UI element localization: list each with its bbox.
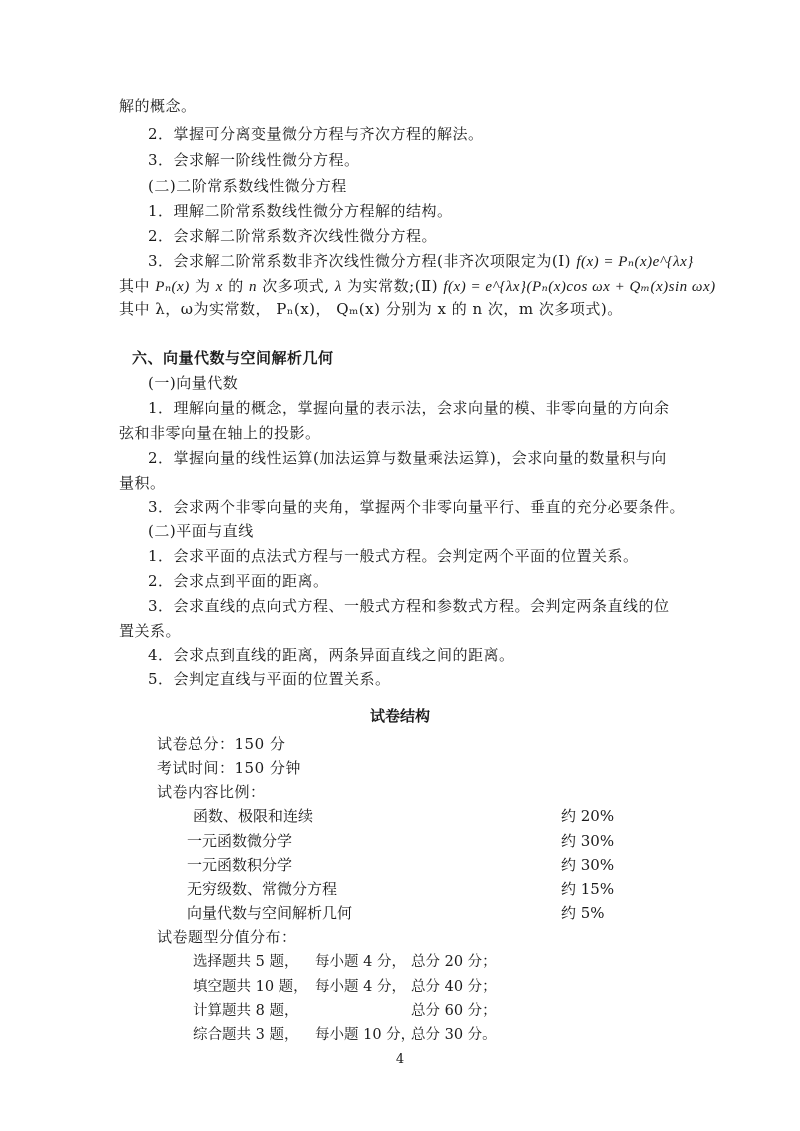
ratio-name: 一元函数积分学 [187,856,293,874]
text-line [119,275,716,296]
text-line: 4．会求点到直线的距离，两条异面直线之间的距离。 [148,646,515,664]
text-line: 3．会求两个非零向量的夹角，掌握两个非零向量平行、垂直的充分必要条件。 [148,498,686,516]
ratio-label: 试卷内容比例： [157,783,266,801]
page-number: 4 [395,1052,405,1067]
structure-title: 试卷结构 [369,707,430,725]
ratio-row [187,854,615,875]
ratio-pct: 约 30% [561,832,615,850]
text-line: 3．会求直线的点向式方程、一般式方程和参数式方程。会判定两条直线的位 [148,597,670,615]
type-count: 计算题共 8 题， [193,1003,299,1019]
ratio-row [187,902,605,923]
ratio-row [193,805,615,826]
text-segment: 的 [228,277,244,295]
formula: λ [334,279,342,295]
formula: f(x) = Pₙ(x)e^{λx} [576,254,694,270]
formula: f(x) = e^{λx}(Pₙ(x)cos ωx + Qₘ(x)sin ωx) [443,279,716,295]
type-each: 每小题 4 分， [315,954,406,970]
exam-time: 考试时间：150 分钟 [157,759,301,777]
text-line: 1．理解向量的概念，掌握向量的表示法，会求向量的模、非零向量的方向余 [148,399,670,417]
formula: Pₙ(x) [155,279,190,295]
text-line: 2．掌握向量的线性运算(加法运算与数量乘法运算)，会求向量的数量积与向 [148,449,667,467]
subsection-heading: (二)二阶常系数线性微分方程 [148,177,347,195]
text-line: 其中 λ，ω为实常数， Pₙ(x)， Qₘ(x) 分别为 x 的 n 次，m 次多项式)。 [119,300,623,318]
ratio-name: 无穷级数、常微分方程 [187,880,338,898]
type-total: 总分 60 分； [411,1003,497,1019]
type-total: 总分 20 分； [411,954,497,970]
type-each: 每小题 4 分， [315,979,406,995]
ratio-name: 一元函数微分学 [187,832,293,850]
text-line: 解的概念。 [119,97,197,115]
text-line [148,250,694,271]
subsection-heading: (一)向量代数 [148,374,239,392]
ratio-pct: 约 20% [561,807,615,825]
text-line: 1．理解二阶常系数线性微分方程解的结构。 [148,202,453,220]
total-score: 试卷总分：150 分 [157,735,286,753]
ratio-pct: 约 15% [561,880,615,898]
text-line: 1．会求平面的点法式方程与一般式方程。会判定两个平面的位置关系。 [148,547,639,565]
text-line: 3．会求解一阶线性微分方程。 [148,151,360,169]
text-line: 弦和非零向量在轴上的投影。 [119,424,321,442]
ratio-pct: 约 30% [561,856,615,874]
text-segment: 3．会求解二阶常系数非齐次线性微分方程(非齐次项限定为(Ⅰ) [148,252,572,270]
ratio-name: 向量代数与空间解析几何 [187,904,353,922]
type-count: 综合题共 3 题， [193,1027,299,1043]
formula: x [215,279,223,295]
text-line: 2．会求解二阶常系数齐次线性微分方程。 [148,227,438,245]
text-segment: 次多项式, [262,277,330,295]
text-line: 量积。 [119,474,166,492]
section-heading: 六、向量代数与空间解析几何 [132,349,334,367]
ratio-row [187,878,615,899]
types-label: 试卷题型分值分布： [157,928,297,946]
text-line: 2．掌握可分离变量微分方程与齐次方程的解法。 [148,125,484,143]
ratio-name: 函数、极限和连续 [193,807,314,825]
text-segment: 其中 [119,277,151,295]
type-total: 总分 30 分。 [411,1027,497,1043]
text-line: 置关系。 [119,622,182,640]
ratio-row [187,830,615,851]
type-total: 总分 40 分； [411,979,497,995]
type-count: 填空题共 10 题， [193,979,308,995]
formula: n [249,279,258,295]
text-segment: 为实常数;(Ⅱ) [347,277,439,295]
ratio-pct: 约 5% [561,904,605,922]
type-each: 每小题 10 分， [315,1027,416,1043]
text-line: 5．会判定直线与平面的位置关系。 [148,670,391,688]
type-count: 选择题共 5 题， [193,954,299,970]
text-segment: 为 [194,277,211,295]
subsection-heading: (二)平面与直线 [148,522,254,540]
text-line: 2．会求点到平面的距离。 [148,572,329,590]
